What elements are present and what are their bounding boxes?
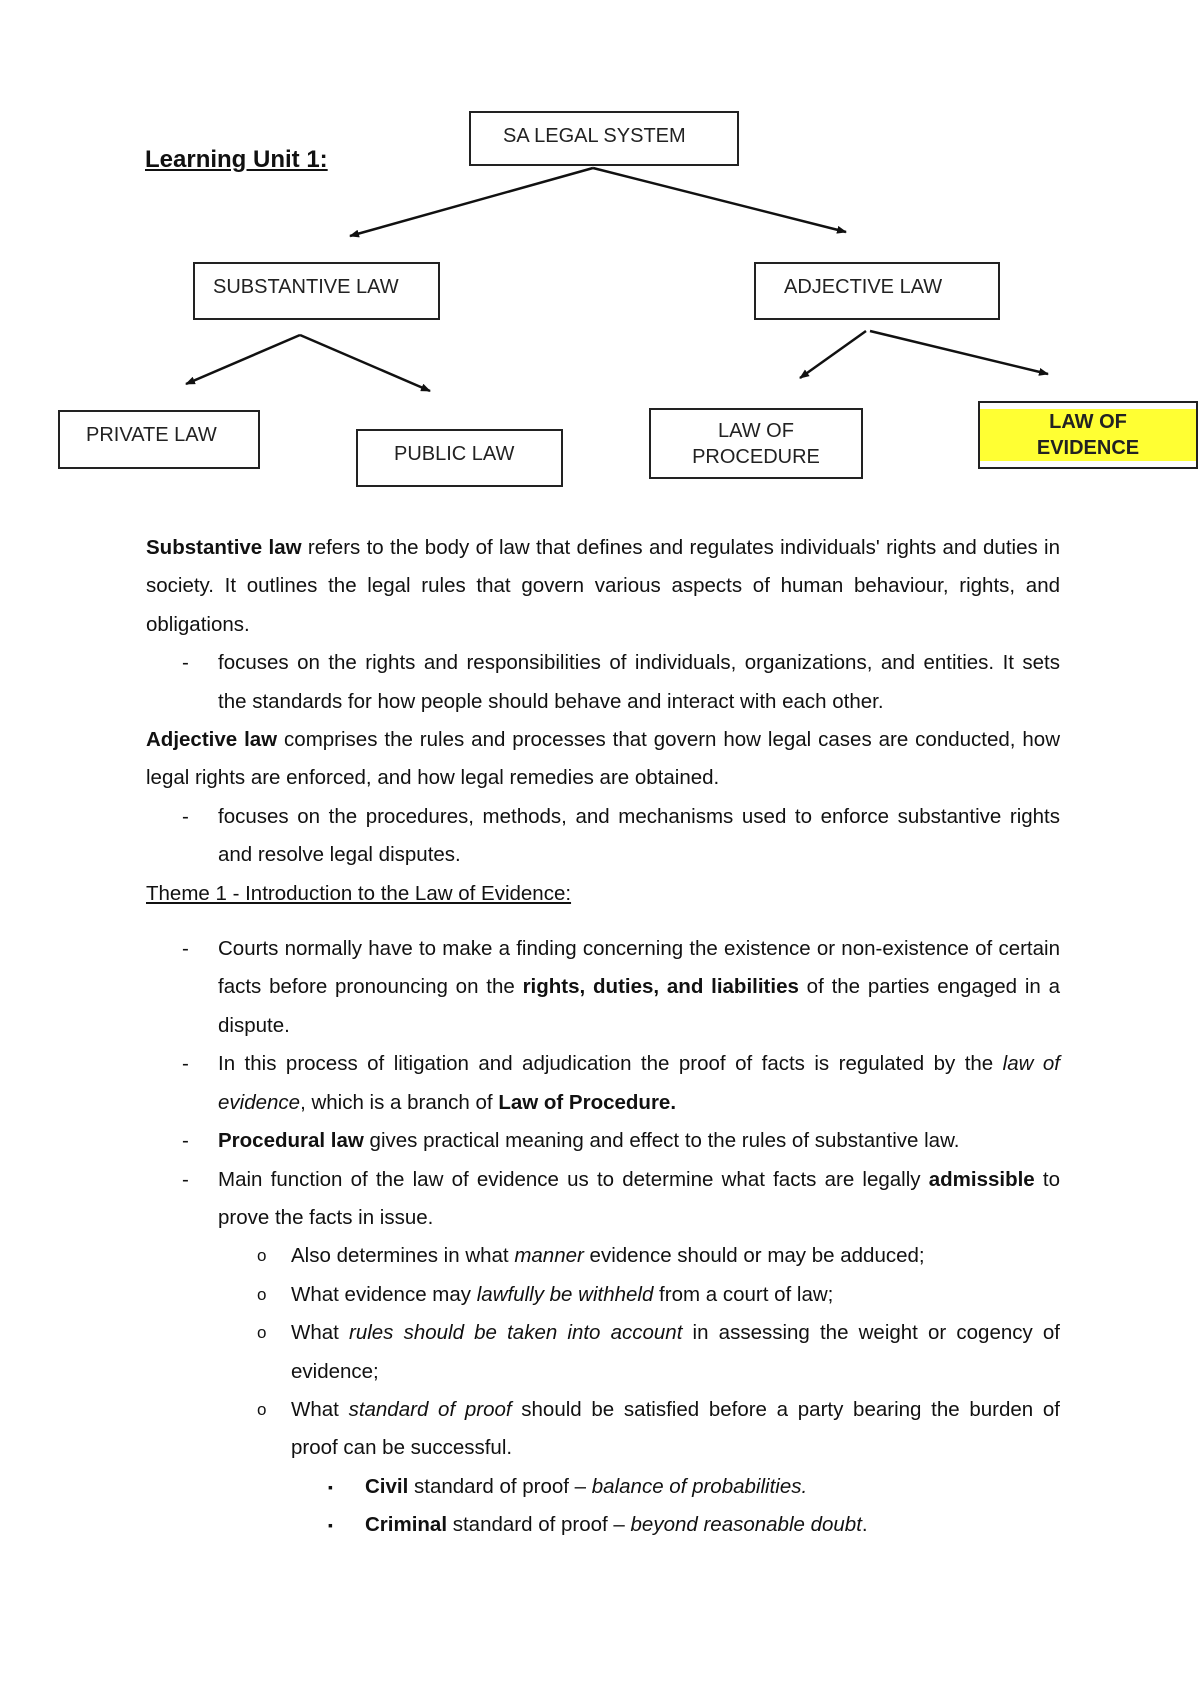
node-law-of-procedure-line1: LAW OF [718,420,794,442]
list-item: o What standard of proof should be satisfied before a party bearing the burden of proof can be successful. [146,1391,1060,1468]
learning-unit-title: Learning Unit 1: [145,146,328,173]
dash-marker: - [182,937,189,961]
list-item: - Main function of the law of evidence us to determine what facts are legally admissible to prove the facts in issue. [146,1161,1060,1238]
list-item: - focuses on the rights and responsibilities of individuals, organizations, and entities. It sets the standards for how people should behave and interact with each other. [146,644,1060,721]
dash-marker: - [182,1052,189,1076]
list-item: - Procedural law gives practical meaning and effect to the rules of substantive law. [146,1122,1060,1160]
list-item: ▪ Civil standard of proof – balance of probabilities. [146,1468,1060,1506]
diagram-arrows [0,0,1200,520]
circle-marker: o [257,1284,267,1304]
square-marker: ▪ [328,1478,333,1495]
list-item: - Courts normally have to make a finding concerning the existence or non-existence of certain facts before pronouncing on the rights, duties, and liabilities of the parties engaged in a dispute. [146,930,1060,1045]
spacer [146,913,1060,930]
dash-marker: - [182,1167,189,1191]
arrow-adjective-to-evidence [870,331,1048,374]
dash-marker: - [182,1129,189,1153]
evidence-highlight-1: LAW OF [980,409,1196,435]
list-item: - In this process of litigation and adjudication the proof of facts is regulated by the law of evidence, which is a branch of Law of Procedure. [146,1045,1060,1122]
circle-marker: o [257,1399,267,1419]
body-text [146,529,1060,1545]
list-item: o What rules should be taken into account in assessing the weight or cogency of evidence; [146,1314,1060,1391]
node-law-of-procedure-line2: PROCEDURE [692,446,820,468]
node-sa-legal-system-label: SA LEGAL SYSTEM [503,125,686,147]
dash-marker: - [182,651,189,675]
arrow-root-to-substantive [350,168,593,236]
arrow-adjective-to-procedure [800,331,866,378]
list-item: - focuses on the procedures, methods, and mechanisms used to enforce substantive rights and resolve legal disputes. [146,798,1060,875]
dash-marker: - [182,804,189,828]
arrow-substantive-to-private [186,335,300,384]
theme-heading: Theme 1 - Introduction to the Law of Evidence: [146,881,572,905]
circle-marker: o [257,1246,267,1266]
list-item: o What evidence may lawfully be withheld from a court of law; [146,1276,1060,1314]
node-public-law-label: PUBLIC LAW [394,443,515,465]
substantive-law-definition: Substantive law refers to the body of law that defines and regulates individuals' rights and duties in society. It outlines the legal rules that govern various aspects of human behaviour, rights, and obligations. [146,536,1061,636]
node-adjective-law-label: ADJECTIVE LAW [784,276,943,298]
arrow-root-to-adjective [593,168,846,232]
evidence-highlight-2: EVIDENCE [980,435,1196,461]
adjective-law-term: Adjective law [146,728,278,752]
square-marker: ▪ [328,1517,333,1534]
substantive-law-term: Substantive law [146,536,302,559]
node-substantive-law-label: SUBSTANTIVE LAW [213,276,399,298]
adjective-law-definition: Adjective law comprises the rules and processes that govern how legal cases are conducted, how legal rights are enforced, and how legal remedies are obtained. [146,728,1060,790]
circle-marker: o [257,1323,267,1343]
arrow-substantive-to-public [300,335,430,391]
list-item: ▪ Criminal standard of proof – beyond reasonable doubt. [146,1506,1060,1544]
list-item: o Also determines in what manner evidence should or may be adduced; [146,1237,1060,1275]
node-private-law-label: PRIVATE LAW [86,424,217,446]
